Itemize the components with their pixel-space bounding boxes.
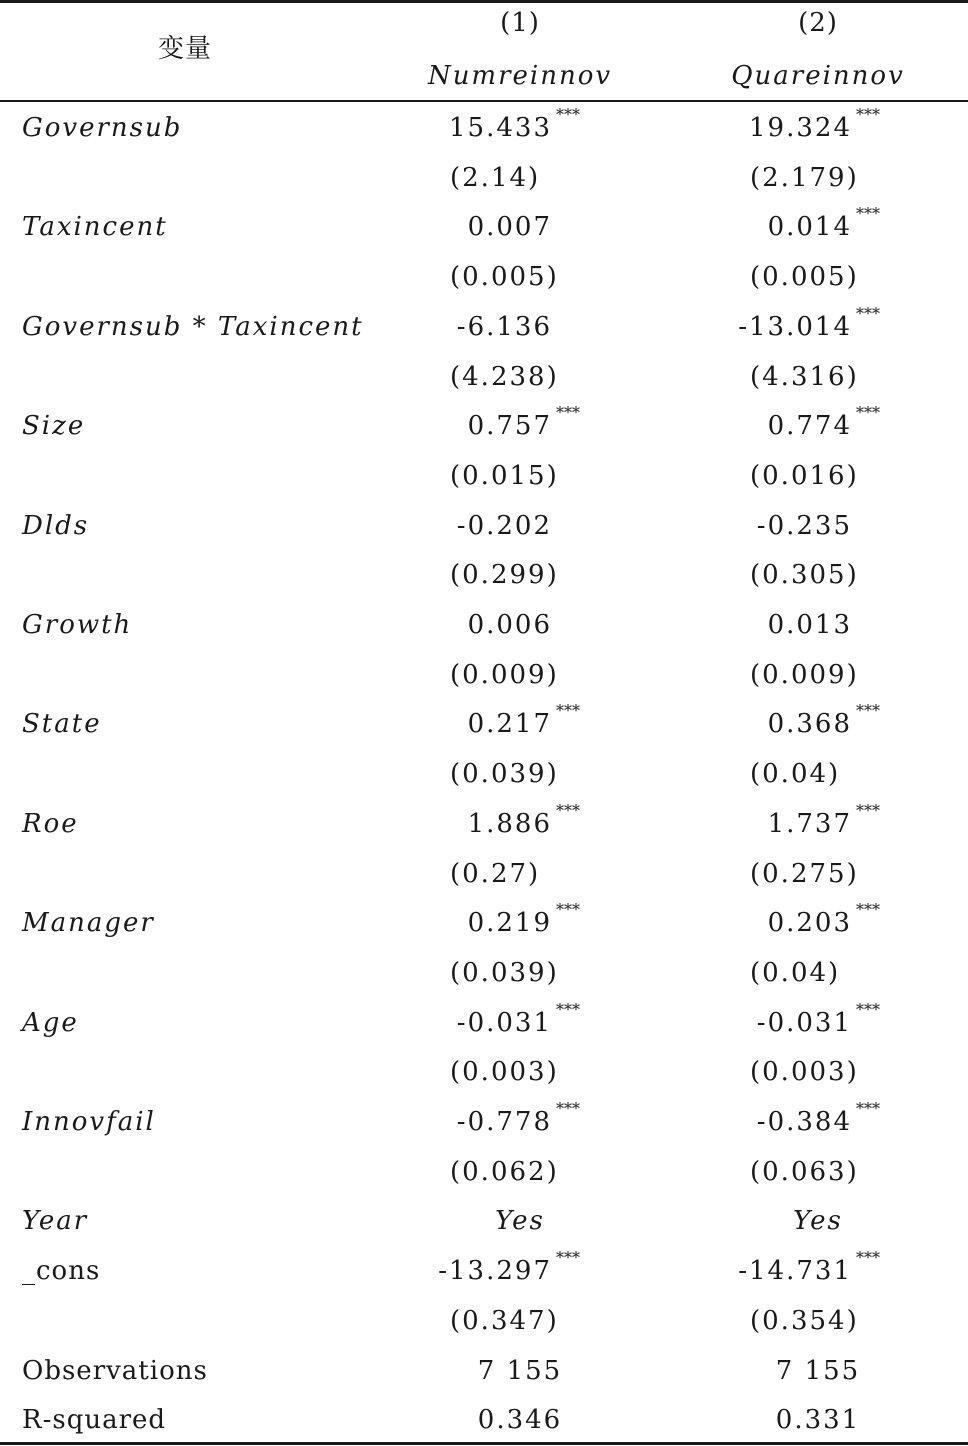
standard-error-value: (0.062) — [450, 1156, 559, 1187]
coefficient-row — [0, 501, 968, 551]
coefficient-value: -0.235 — [756, 510, 852, 541]
coefficient-value: -0.031 — [456, 1007, 552, 1038]
coefficient-row — [0, 600, 968, 650]
coefficient-value: 0.014 — [767, 212, 852, 243]
significance-stars: *** — [556, 701, 580, 721]
variable-label: Taxincent — [22, 212, 168, 243]
coefficient-value: 0.007 — [467, 212, 552, 243]
coefficient-value: 0.774 — [767, 411, 852, 442]
standard-error-value: (0.005) — [750, 262, 859, 293]
standard-error-value: (0.354) — [750, 1305, 859, 1336]
standard-error-row — [0, 451, 968, 501]
variable-label: Governsub * Taxincent — [22, 311, 364, 342]
coefficient-value: 0.757 — [467, 411, 552, 442]
variable-label: Innovfail — [22, 1107, 156, 1137]
coefficient-value: 0.217 — [467, 709, 552, 740]
column-1-number: (1) — [500, 8, 540, 38]
standard-error-value: (0.003) — [750, 1057, 859, 1088]
significance-stars: *** — [556, 999, 580, 1019]
standard-error-value: (0.347) — [450, 1305, 559, 1336]
standard-error-value: (0.015) — [450, 460, 559, 491]
year-row — [0, 1196, 968, 1246]
standard-error-row — [0, 1047, 968, 1097]
summary-value: 0.331 — [775, 1405, 861, 1436]
standard-error-row — [0, 749, 968, 799]
summary-value: Yes — [495, 1206, 545, 1237]
variable-label: Governsub — [22, 113, 183, 143]
significance-stars: *** — [556, 403, 580, 423]
standard-error-value: (0.005) — [450, 262, 559, 293]
header-rule — [0, 100, 968, 102]
coefficient-row — [0, 699, 968, 749]
variable-label: Roe — [22, 808, 79, 839]
coefficient-value: 0.219 — [467, 908, 552, 939]
variable-label: Growth — [22, 610, 133, 640]
standard-error-row — [0, 153, 968, 203]
coefficient-row — [0, 998, 968, 1048]
standard-error-value: (4.238) — [450, 361, 559, 392]
coefficient-value: -0.384 — [756, 1107, 852, 1137]
summary-value: 0.346 — [477, 1405, 563, 1436]
coefficient-row — [0, 302, 968, 352]
significance-stars: *** — [556, 105, 580, 124]
table-bottom-rule — [0, 1442, 968, 1445]
coefficient-value: 0.203 — [767, 908, 852, 939]
standard-error-value: (0.003) — [450, 1057, 559, 1088]
standard-error-row — [0, 948, 968, 998]
summary-value: 7 155 — [477, 1355, 563, 1386]
standard-error-value: (0.063) — [750, 1156, 859, 1187]
table-top-rule — [0, 0, 968, 3]
standard-error-value: (2.14) — [450, 162, 541, 193]
significance-stars: *** — [856, 701, 880, 721]
coefficient-value: 15.433 — [449, 113, 552, 143]
variable-label: Manager — [22, 908, 155, 939]
cons-row — [0, 1246, 968, 1296]
coefficient-value: -14.731 — [738, 1256, 852, 1287]
standard-error-value: (0.305) — [750, 560, 859, 591]
coefficient-row — [0, 202, 968, 252]
coefficient-value: -13.014 — [738, 311, 852, 342]
column-2-name: Quareinnov — [731, 61, 905, 91]
significance-stars: *** — [556, 1248, 580, 1268]
column-2-number: (2) — [798, 8, 838, 38]
significance-stars: *** — [556, 800, 580, 820]
significance-stars: *** — [856, 105, 880, 124]
standard-error-value: (0.299) — [450, 560, 559, 591]
significance-stars: *** — [556, 1099, 580, 1118]
variable-label: Year — [22, 1206, 89, 1237]
column-1-name: Numreinnov — [427, 61, 613, 91]
standard-error-value: (0.039) — [450, 957, 559, 988]
variable-header: 变量 — [157, 34, 212, 64]
coefficient-value: 0.368 — [767, 709, 852, 740]
standard-error-row — [0, 849, 968, 899]
variable-label: Observations — [22, 1355, 208, 1386]
coefficient-row — [0, 1097, 968, 1147]
standard-error-value: (0.009) — [750, 659, 859, 690]
standard-error-row — [0, 352, 968, 402]
coefficient-row — [0, 799, 968, 849]
standard-error-value: (0.009) — [450, 659, 559, 690]
standard-error-value: (2.179) — [750, 162, 859, 193]
coefficient-value: -0.778 — [456, 1107, 552, 1137]
standard-error-value: (0.04) — [750, 759, 841, 790]
significance-stars: *** — [556, 900, 580, 920]
r-squared-row — [0, 1395, 968, 1445]
variable-label: Size — [22, 411, 86, 442]
coefficient-row — [0, 898, 968, 948]
significance-stars: *** — [856, 1099, 880, 1118]
coefficient-row — [0, 103, 968, 153]
standard-error-value: (0.039) — [450, 759, 559, 790]
summary-value: Yes — [793, 1206, 843, 1237]
coefficient-value: -0.202 — [456, 510, 552, 541]
coefficient-value: 0.006 — [467, 610, 552, 640]
significance-stars: *** — [856, 303, 880, 323]
standard-error-row — [0, 650, 968, 700]
coefficient-value: 19.324 — [749, 113, 852, 143]
standard-error-row — [0, 1147, 968, 1197]
standard-error-value: (4.316) — [750, 361, 859, 392]
significance-stars: *** — [856, 900, 880, 920]
variable-label: Age — [22, 1007, 79, 1038]
standard-error-value: (0.275) — [750, 858, 859, 889]
significance-stars: *** — [856, 1248, 880, 1268]
coefficient-value: 0.013 — [767, 610, 852, 640]
coefficient-value: -13.297 — [438, 1256, 552, 1287]
significance-stars: *** — [856, 800, 880, 820]
variable-label: _cons — [22, 1256, 101, 1287]
significance-stars: *** — [856, 999, 880, 1019]
standard-error-value: (0.016) — [750, 460, 859, 491]
standard-error-value: (0.04) — [750, 957, 841, 988]
coefficient-value: 1.886 — [467, 808, 552, 839]
standard-error-row — [0, 550, 968, 600]
coefficient-value: -0.031 — [756, 1007, 852, 1038]
variable-label: State — [22, 709, 102, 740]
coefficient-row — [0, 401, 968, 451]
variable-label: Dlds — [22, 510, 90, 541]
coefficient-value: -6.136 — [456, 311, 552, 342]
summary-value: 7 155 — [775, 1355, 861, 1386]
significance-stars: *** — [856, 403, 880, 423]
variable-label: R-squared — [22, 1405, 167, 1436]
significance-stars: *** — [856, 204, 880, 224]
cons-standard-error-row — [0, 1296, 968, 1346]
observations-row — [0, 1346, 968, 1396]
standard-error-row — [0, 252, 968, 302]
coefficient-value: 1.737 — [767, 808, 852, 839]
standard-error-value: (0.27) — [450, 858, 541, 889]
